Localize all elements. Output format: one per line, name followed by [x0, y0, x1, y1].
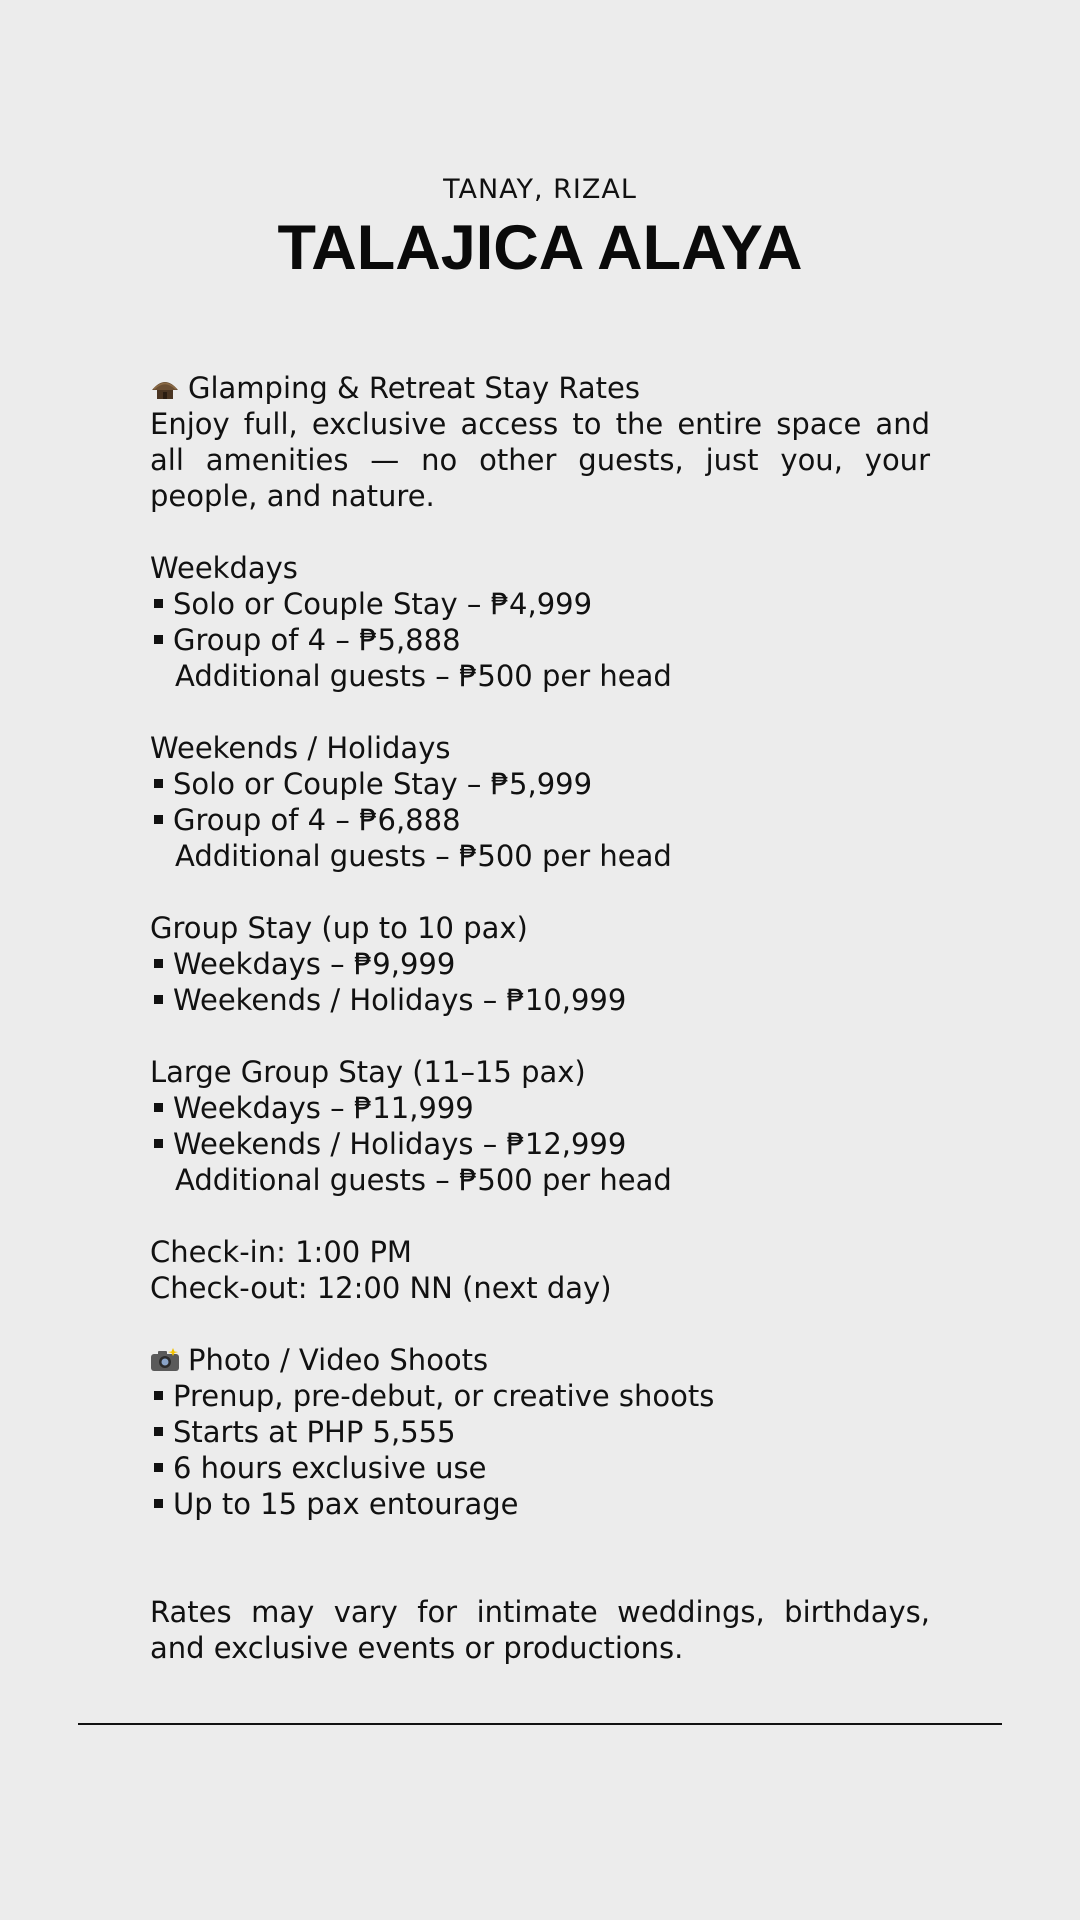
weekends-item-1: Solo or Couple Stay – ₱5,999 [173, 767, 593, 801]
group-stay-item-2: Weekends / Holidays – ₱10,999 [173, 983, 627, 1017]
list-item [150, 1126, 930, 1162]
glamping-heading: Glamping & Retreat Stay Rates [188, 371, 640, 405]
glamping-intro: Enjoy full, exclusive access to the entire space and all amenities — no other guests, just you, your people, and nature. [150, 407, 930, 513]
header [0, 170, 1080, 286]
large-group-item-1: Weekdays – ₱11,999 [173, 1091, 474, 1125]
bullet-icon [154, 1391, 163, 1400]
shoots-item-4: Up to 15 pax entourage [173, 1487, 519, 1521]
list-item [150, 1378, 930, 1414]
bullet-icon [154, 815, 163, 824]
list-item [150, 802, 930, 838]
shoots-item-1: Prenup, pre-debut, or creative shoots [173, 1379, 715, 1413]
list-item [150, 1090, 930, 1126]
page-title: TALAJICA ALAYA [277, 213, 803, 283]
weekends-heading: Weekends / Holidays [150, 731, 451, 765]
bullet-icon [154, 599, 163, 608]
divider [78, 1723, 1002, 1725]
bullet-icon [154, 1103, 163, 1112]
location-label: TANAY, RIZAL [443, 174, 637, 205]
bullet-icon [154, 1463, 163, 1472]
shoots-item-3: 6 hours exclusive use [173, 1451, 487, 1485]
rates-content [150, 370, 930, 1666]
large-group-additional-note: Additional guests – ₱500 per head [175, 1163, 672, 1197]
checkout-time: Check-out: 12:00 NN (next day) [150, 1271, 612, 1305]
list-item [150, 1450, 930, 1486]
weekdays-heading: Weekdays [150, 551, 298, 585]
list-item [150, 622, 930, 658]
bullet-icon [154, 1427, 163, 1436]
weekends-item-2: Group of 4 – ₱6,888 [173, 803, 461, 837]
group-stay-heading: Group Stay (up to 10 pax) [150, 911, 528, 945]
camera-icon [150, 1344, 180, 1368]
hut-icon [150, 372, 180, 396]
bullet-icon [154, 779, 163, 788]
shoots-heading: Photo / Video Shoots [188, 1343, 489, 1377]
large-group-heading: Large Group Stay (11–15 pax) [150, 1055, 586, 1089]
footer-note: Rates may vary for intimate weddings, birthdays, and exclusive events or productions. [150, 1595, 930, 1665]
bullet-icon [154, 959, 163, 968]
list-item [150, 586, 930, 622]
bullet-icon [154, 1499, 163, 1508]
list-item [150, 766, 930, 802]
list-item [150, 1486, 930, 1522]
bullet-icon [154, 995, 163, 1004]
list-item [150, 982, 930, 1018]
shoots-heading-row [150, 1342, 930, 1378]
weekdays-item-2: Group of 4 – ₱5,888 [173, 623, 461, 657]
bullet-icon [154, 1139, 163, 1148]
glamping-heading-row [150, 370, 930, 406]
checkin-time: Check-in: 1:00 PM [150, 1235, 412, 1269]
group-stay-item-1: Weekdays – ₱9,999 [173, 947, 456, 981]
weekdays-additional-note: Additional guests – ₱500 per head [175, 659, 672, 693]
bullet-icon [154, 635, 163, 644]
list-item [150, 946, 930, 982]
list-item [150, 1414, 930, 1450]
large-group-item-2: Weekends / Holidays – ₱12,999 [173, 1127, 627, 1161]
shoots-item-2: Starts at PHP 5,555 [173, 1415, 456, 1449]
weekdays-item-1: Solo or Couple Stay – ₱4,999 [173, 587, 593, 621]
weekends-additional-note: Additional guests – ₱500 per head [175, 839, 672, 873]
